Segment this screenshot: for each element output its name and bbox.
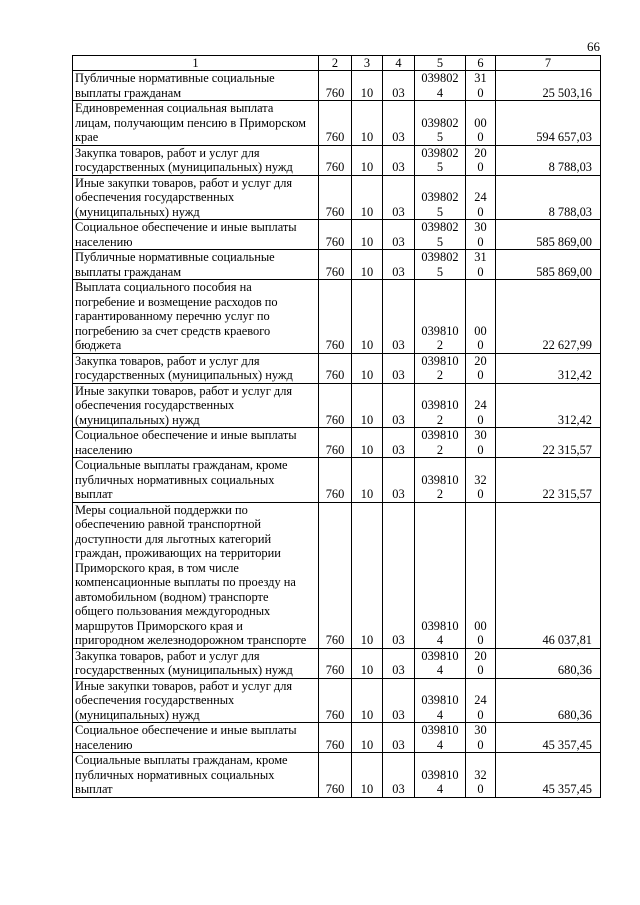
row-code-cell: 03: [383, 502, 415, 648]
row-code-cell: 03: [383, 383, 415, 428]
table-row: [73, 753, 601, 798]
row-code-cell: 10: [352, 175, 383, 220]
row-name-cell: Меры социальной поддержки по обеспечению равной транспортной доступности для льготных категорий граждан, проживающих на территории Приморского края, в том числе компенсационные выплаты по проезду на автомобильном (водном) транспорте общего пользования междугородных маршрутов Приморского края и пригородном железнодорожном транспорте: [73, 502, 319, 648]
row-code-cell: 03: [383, 458, 415, 503]
row-code-cell: 03: [383, 280, 415, 354]
table-row: [73, 648, 601, 678]
row-amount-cell: 25 503,16: [496, 71, 601, 101]
row-code-cell: 03: [383, 101, 415, 146]
row-name-cell: Социальное обеспечение и иные выплаты населению: [73, 220, 319, 250]
row-code-cell: 10: [352, 280, 383, 354]
row-amount-cell: 312,42: [496, 353, 601, 383]
row-amount-cell: 680,36: [496, 648, 601, 678]
row-code-cell: 039810 2: [415, 353, 466, 383]
row-code-cell: 10: [352, 648, 383, 678]
row-code-cell: 760: [319, 101, 352, 146]
row-code-cell: 039802 5: [415, 220, 466, 250]
row-code-cell: 10: [352, 101, 383, 146]
row-amount-cell: 680,36: [496, 678, 601, 723]
table-row: [73, 175, 601, 220]
row-code-cell: 32 0: [466, 753, 496, 798]
row-code-cell: 20 0: [466, 353, 496, 383]
row-name-cell: Закупка товаров, работ и услуг для государственных (муниципальных) нужд: [73, 648, 319, 678]
row-name-cell: Закупка товаров, работ и услуг для государственных (муниципальных) нужд: [73, 145, 319, 175]
row-code-cell: 10: [352, 250, 383, 280]
row-code-cell: 760: [319, 280, 352, 354]
row-code-cell: 30 0: [466, 220, 496, 250]
table-row: [73, 145, 601, 175]
row-name-cell: Закупка товаров, работ и услуг для государственных (муниципальных) нужд: [73, 353, 319, 383]
table-row: [73, 458, 601, 503]
row-code-cell: 10: [352, 723, 383, 753]
row-code-cell: 00 0: [466, 101, 496, 146]
row-name-cell: Иные закупки товаров, работ и услуг для обеспечения государственных (муниципальных) нужд: [73, 175, 319, 220]
row-code-cell: 10: [352, 458, 383, 503]
table-row: [73, 101, 601, 146]
row-amount-cell: 585 869,00: [496, 220, 601, 250]
table-header-row: [73, 56, 601, 71]
row-code-cell: 039802 5: [415, 250, 466, 280]
row-code-cell: 760: [319, 723, 352, 753]
row-code-cell: 039810 2: [415, 428, 466, 458]
row-amount-cell: 45 357,45: [496, 753, 601, 798]
column-header: 1: [73, 56, 319, 71]
row-code-cell: 03: [383, 428, 415, 458]
row-name-cell: Социальные выплаты гражданам, кроме публичных нормативных социальных выплат: [73, 753, 319, 798]
row-code-cell: 24 0: [466, 175, 496, 220]
row-code-cell: 00 0: [466, 280, 496, 354]
row-code-cell: 24 0: [466, 383, 496, 428]
row-amount-cell: 22 315,57: [496, 428, 601, 458]
budget-table: [72, 55, 601, 798]
row-code-cell: 30 0: [466, 723, 496, 753]
row-name-cell: Единовременная социальная выплата лицам, получающим пенсию в Приморском крае: [73, 101, 319, 146]
row-code-cell: 03: [383, 753, 415, 798]
row-code-cell: 03: [383, 145, 415, 175]
row-code-cell: 10: [352, 220, 383, 250]
row-code-cell: 30 0: [466, 428, 496, 458]
row-code-cell: 039810 4: [415, 723, 466, 753]
row-code-cell: 760: [319, 250, 352, 280]
row-code-cell: 039810 4: [415, 678, 466, 723]
table-row: [73, 723, 601, 753]
row-code-cell: 760: [319, 678, 352, 723]
row-name-cell: Иные закупки товаров, работ и услуг для обеспечения государственных (муниципальных) нужд: [73, 383, 319, 428]
row-amount-cell: 8 788,03: [496, 145, 601, 175]
row-name-cell: Иные закупки товаров, работ и услуг для обеспечения государственных (муниципальных) нужд: [73, 678, 319, 723]
row-code-cell: 03: [383, 678, 415, 723]
row-code-cell: 039802 4: [415, 71, 466, 101]
row-code-cell: 03: [383, 175, 415, 220]
row-name-cell: Выплата социального пособия на погребение и возмещение расходов по гарантированному перечню услуг по погребению за счет средств краевого бюджета: [73, 280, 319, 354]
row-code-cell: 10: [352, 678, 383, 723]
row-amount-cell: 46 037,81: [496, 502, 601, 648]
column-header: 3: [352, 56, 383, 71]
row-code-cell: 039810 4: [415, 753, 466, 798]
table-row: [73, 502, 601, 648]
row-code-cell: 10: [352, 71, 383, 101]
row-amount-cell: 22 315,57: [496, 458, 601, 503]
row-code-cell: 760: [319, 753, 352, 798]
column-header: 2: [319, 56, 352, 71]
row-code-cell: 039802 5: [415, 145, 466, 175]
row-code-cell: 10: [352, 145, 383, 175]
row-amount-cell: 8 788,03: [496, 175, 601, 220]
row-code-cell: 760: [319, 220, 352, 250]
row-code-cell: 760: [319, 71, 352, 101]
row-code-cell: 03: [383, 353, 415, 383]
row-amount-cell: 312,42: [496, 383, 601, 428]
row-code-cell: 039810 4: [415, 502, 466, 648]
table-row: [73, 383, 601, 428]
row-code-cell: 10: [352, 753, 383, 798]
row-amount-cell: 585 869,00: [496, 250, 601, 280]
table-row: [73, 353, 601, 383]
table-row: [73, 678, 601, 723]
row-code-cell: 10: [352, 502, 383, 648]
row-amount-cell: 594 657,03: [496, 101, 601, 146]
row-code-cell: 03: [383, 250, 415, 280]
row-code-cell: 039802 5: [415, 175, 466, 220]
row-code-cell: 03: [383, 648, 415, 678]
row-code-cell: 31 0: [466, 250, 496, 280]
row-code-cell: 20 0: [466, 145, 496, 175]
row-code-cell: 03: [383, 723, 415, 753]
page-number: 66: [587, 39, 600, 54]
row-code-cell: 039810 4: [415, 648, 466, 678]
row-code-cell: 760: [319, 175, 352, 220]
row-code-cell: 760: [319, 648, 352, 678]
row-code-cell: 10: [352, 428, 383, 458]
row-code-cell: 31 0: [466, 71, 496, 101]
row-code-cell: 10: [352, 353, 383, 383]
row-name-cell: Публичные нормативные социальные выплаты гражданам: [73, 71, 319, 101]
row-code-cell: 760: [319, 353, 352, 383]
row-code-cell: 03: [383, 71, 415, 101]
row-code-cell: 039802 5: [415, 101, 466, 146]
row-code-cell: 760: [319, 145, 352, 175]
row-code-cell: 00 0: [466, 502, 496, 648]
row-code-cell: 24 0: [466, 678, 496, 723]
row-code-cell: 039810 2: [415, 458, 466, 503]
row-code-cell: 20 0: [466, 648, 496, 678]
table-row: [73, 280, 601, 354]
table-row: [73, 250, 601, 280]
column-header: 4: [383, 56, 415, 71]
row-code-cell: 760: [319, 428, 352, 458]
row-code-cell: 760: [319, 502, 352, 648]
row-code-cell: 10: [352, 383, 383, 428]
table-body: [73, 56, 601, 798]
row-amount-cell: 22 627,99: [496, 280, 601, 354]
row-code-cell: 039810 2: [415, 383, 466, 428]
table-row: [73, 71, 601, 101]
row-code-cell: 760: [319, 458, 352, 503]
row-code-cell: 039810 2: [415, 280, 466, 354]
row-code-cell: 03: [383, 220, 415, 250]
row-name-cell: Социальное обеспечение и иные выплаты населению: [73, 723, 319, 753]
column-header: 5: [415, 56, 466, 71]
column-header: 6: [466, 56, 496, 71]
column-header: 7: [496, 56, 601, 71]
row-amount-cell: 45 357,45: [496, 723, 601, 753]
row-code-cell: 32 0: [466, 458, 496, 503]
row-name-cell: Социальные выплаты гражданам, кроме публичных нормативных социальных выплат: [73, 458, 319, 503]
row-name-cell: Социальное обеспечение и иные выплаты населению: [73, 428, 319, 458]
row-code-cell: 760: [319, 383, 352, 428]
table-row: [73, 220, 601, 250]
row-name-cell: Публичные нормативные социальные выплаты гражданам: [73, 250, 319, 280]
table-row: [73, 428, 601, 458]
